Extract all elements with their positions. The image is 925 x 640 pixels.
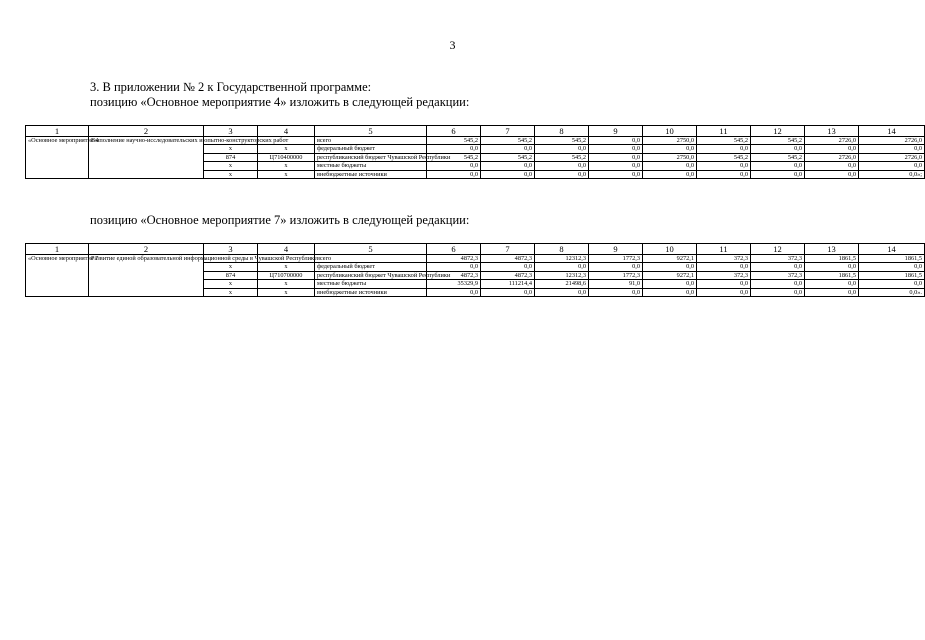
amount-cell: 0,0 xyxy=(643,145,697,153)
amount-cell: 0,0 xyxy=(697,280,751,288)
funding-source-cell: внебюджетные источники xyxy=(315,288,427,296)
target-article-cell: Ц710700000 xyxy=(258,271,315,279)
amount-cell: 0,0 xyxy=(427,162,481,170)
amount-cell: 0,0 xyxy=(751,288,805,296)
amount-cell: 0,0 xyxy=(751,162,805,170)
amount-cell: 111214,4 xyxy=(481,280,535,288)
amount-cell: 0,0 xyxy=(643,288,697,296)
amount-cell: 545,2 xyxy=(427,153,481,161)
amount-cell: 1861,5 xyxy=(805,271,859,279)
admin-code-cell: 874 xyxy=(204,153,258,161)
amount-cell: 0,0 xyxy=(481,170,535,178)
column-number: 7 xyxy=(481,244,535,255)
amount-cell: 0,0 xyxy=(859,263,925,271)
amount-cell: 545,2 xyxy=(481,137,535,145)
column-number: 2 xyxy=(89,126,204,137)
amount-cell: 21498,6 xyxy=(535,280,589,288)
admin-code-cell: 874 xyxy=(204,271,258,279)
amount-cell: 0,0 xyxy=(751,145,805,153)
amount-cell: 0,0 xyxy=(643,170,697,178)
amount-cell: 1861,5 xyxy=(859,255,925,263)
amount-cell: 0,0 xyxy=(427,288,481,296)
amount-cell: 0,0 xyxy=(535,170,589,178)
funding-source-cell: местные бюджеты xyxy=(315,162,427,170)
amount-cell: 0,0 xyxy=(427,145,481,153)
amount-cell: 0,0 xyxy=(427,263,481,271)
amount-cell: 545,2 xyxy=(751,137,805,145)
admin-code-cell: x xyxy=(204,162,258,170)
amount-cell: 372,3 xyxy=(751,255,805,263)
amount-cell: 0,0 xyxy=(481,288,535,296)
amount-cell: 0,0 xyxy=(805,145,859,153)
amount-cell: 91,0 xyxy=(589,280,643,288)
column-number: 8 xyxy=(535,126,589,137)
funding-source-cell: республиканский бюджет Чувашской Республики xyxy=(315,153,427,161)
amount-cell: 545,2 xyxy=(535,153,589,161)
amount-cell: 0,0 xyxy=(697,288,751,296)
amount-cell: 0,0 xyxy=(481,145,535,153)
amount-cell: 35329,9 xyxy=(427,280,481,288)
funding-source-cell: федеральный бюджет xyxy=(315,263,427,271)
amount-cell: 0,0 xyxy=(805,288,859,296)
amount-cell: 0,0 xyxy=(535,145,589,153)
amount-cell: 0,0 xyxy=(859,145,925,153)
column-number: 9 xyxy=(589,126,643,137)
amount-cell: 0,0 xyxy=(535,288,589,296)
table-header-row xyxy=(26,244,925,255)
amount-cell: 0,0 xyxy=(589,263,643,271)
amount-cell: 372,3 xyxy=(697,271,751,279)
amount-cell: 0,0 xyxy=(643,263,697,271)
amount-cell: 545,2 xyxy=(751,153,805,161)
amount-cell: 4872,3 xyxy=(481,255,535,263)
amount-cell: 1772,3 xyxy=(589,255,643,263)
amount-cell: 1772,3 xyxy=(589,271,643,279)
target-article-cell: x xyxy=(258,170,315,178)
measure-name-cell: «Основное мероприятие 7 xyxy=(26,255,89,297)
column-number: 1 xyxy=(26,244,89,255)
amount-cell: 0,0 xyxy=(643,280,697,288)
column-number: 4 xyxy=(258,126,315,137)
funding-source-cell: республиканский бюджет Чувашской Республики xyxy=(315,271,427,279)
amount-cell: 0,0 xyxy=(805,280,859,288)
amount-cell: 4872,3 xyxy=(427,255,481,263)
target-article-cell: Ц710400000 xyxy=(258,153,315,161)
column-number: 8 xyxy=(535,244,589,255)
measure-description-cell: Выполнение научно-исследовательских и опытно-конструкторских работ xyxy=(89,137,204,179)
amount-cell: 0,0». xyxy=(859,288,925,296)
column-number: 5 xyxy=(315,126,427,137)
amount-cell: 545,2 xyxy=(427,137,481,145)
column-number: 1 xyxy=(26,126,89,137)
measure-description-cell: Развитие единой образовательной информационной среды в Чувашской Республике xyxy=(89,255,204,297)
column-number: 12 xyxy=(751,126,805,137)
amendment-instruction-7: позицию «Основное мероприятие 7» изложить в следующей редакции: xyxy=(90,213,470,227)
amount-cell: 0,0 xyxy=(751,280,805,288)
column-number: 2 xyxy=(89,244,204,255)
amount-cell: 9272,1 xyxy=(643,255,697,263)
amount-cell: 545,2 xyxy=(535,137,589,145)
budget-table-measure-4 xyxy=(25,125,925,179)
amount-cell: 0,0 xyxy=(859,162,925,170)
amount-cell: 12312,3 xyxy=(535,255,589,263)
amount-cell: 0,0 xyxy=(805,263,859,271)
column-number: 14 xyxy=(859,126,925,137)
amount-cell: 9272,1 xyxy=(643,271,697,279)
amount-cell: 0,0 xyxy=(859,280,925,288)
amount-cell: 2750,0 xyxy=(643,153,697,161)
amount-cell: 0,0 xyxy=(697,162,751,170)
column-number: 7 xyxy=(481,126,535,137)
column-number: 10 xyxy=(643,244,697,255)
funding-source-cell: федеральный бюджет xyxy=(315,145,427,153)
amount-cell: 0,0 xyxy=(535,162,589,170)
table-row xyxy=(26,137,925,145)
amount-cell: 0,0 xyxy=(589,153,643,161)
amount-cell: 545,2 xyxy=(481,153,535,161)
admin-code-cell: x xyxy=(204,280,258,288)
amount-cell: 0,0 xyxy=(427,170,481,178)
funding-source-cell: внебюджетные источники xyxy=(315,170,427,178)
table-header-row xyxy=(26,126,925,137)
column-number: 13 xyxy=(805,244,859,255)
amount-cell: 0,0 xyxy=(697,263,751,271)
column-number: 10 xyxy=(643,126,697,137)
column-number: 12 xyxy=(751,244,805,255)
amount-cell: 2726,0 xyxy=(859,137,925,145)
amount-cell: 2750,0 xyxy=(643,137,697,145)
column-number: 14 xyxy=(859,244,925,255)
amount-cell: 0,0 xyxy=(697,145,751,153)
amount-cell: 1861,5 xyxy=(859,271,925,279)
amount-cell: 545,2 xyxy=(697,153,751,161)
target-article-cell: x xyxy=(258,162,315,170)
amount-cell: 0,0 xyxy=(589,137,643,145)
amount-cell: 0,0»; xyxy=(859,170,925,178)
amount-cell: 0,0 xyxy=(751,263,805,271)
column-number: 11 xyxy=(697,126,751,137)
amount-cell: 2726,0 xyxy=(859,153,925,161)
target-article-cell: x xyxy=(258,145,315,153)
funding-source-cell: всего xyxy=(315,137,427,145)
amount-cell: 0,0 xyxy=(589,288,643,296)
amount-cell: 0,0 xyxy=(805,162,859,170)
amount-cell: 0,0 xyxy=(643,162,697,170)
column-number: 3 xyxy=(204,244,258,255)
target-article-cell: x xyxy=(258,280,315,288)
admin-code-cell: x xyxy=(204,263,258,271)
column-number: 13 xyxy=(805,126,859,137)
amount-cell: 372,3 xyxy=(751,271,805,279)
amount-cell: 0,0 xyxy=(589,170,643,178)
amount-cell: 545,2 xyxy=(697,137,751,145)
amount-cell: 2726,0 xyxy=(805,153,859,161)
funding-source-cell: всего xyxy=(315,255,427,263)
amount-cell: 0,0 xyxy=(535,263,589,271)
amount-cell: 0,0 xyxy=(805,170,859,178)
column-number: 6 xyxy=(427,244,481,255)
admin-code-cell: x xyxy=(204,288,258,296)
amount-cell: 0,0 xyxy=(481,263,535,271)
admin-code-cell: x xyxy=(204,170,258,178)
amount-cell: 1861,5 xyxy=(805,255,859,263)
column-number: 3 xyxy=(204,126,258,137)
budget-table-measure-7 xyxy=(25,243,925,297)
column-number: 6 xyxy=(427,126,481,137)
admin-code-cell: x xyxy=(204,145,258,153)
page-number: 3 xyxy=(449,38,456,52)
column-number: 9 xyxy=(589,244,643,255)
column-number: 11 xyxy=(697,244,751,255)
amount-cell: 0,0 xyxy=(589,162,643,170)
target-article-cell: x xyxy=(258,288,315,296)
target-article-cell: x xyxy=(258,263,315,271)
funding-source-cell: местные бюджеты xyxy=(315,280,427,288)
column-number: 4 xyxy=(258,244,315,255)
amount-cell: 4872,3 xyxy=(481,271,535,279)
amendment-instruction-4: позицию «Основное мероприятие 4» изложить в следующей редакции: xyxy=(90,95,470,109)
amount-cell: 0,0 xyxy=(481,162,535,170)
amount-cell: 0,0 xyxy=(751,170,805,178)
amendment-heading: 3. В приложении № 2 к Государственной программе: xyxy=(90,80,372,94)
amount-cell: 0,0 xyxy=(589,145,643,153)
column-number: 5 xyxy=(315,244,427,255)
amount-cell: 4872,3 xyxy=(427,271,481,279)
amount-cell: 372,3 xyxy=(697,255,751,263)
amount-cell: 2726,0 xyxy=(805,137,859,145)
amount-cell: 12312,3 xyxy=(535,271,589,279)
measure-name-cell: «Основное мероприятие 4 xyxy=(26,137,89,179)
table-row xyxy=(26,255,925,263)
amount-cell: 0,0 xyxy=(697,170,751,178)
